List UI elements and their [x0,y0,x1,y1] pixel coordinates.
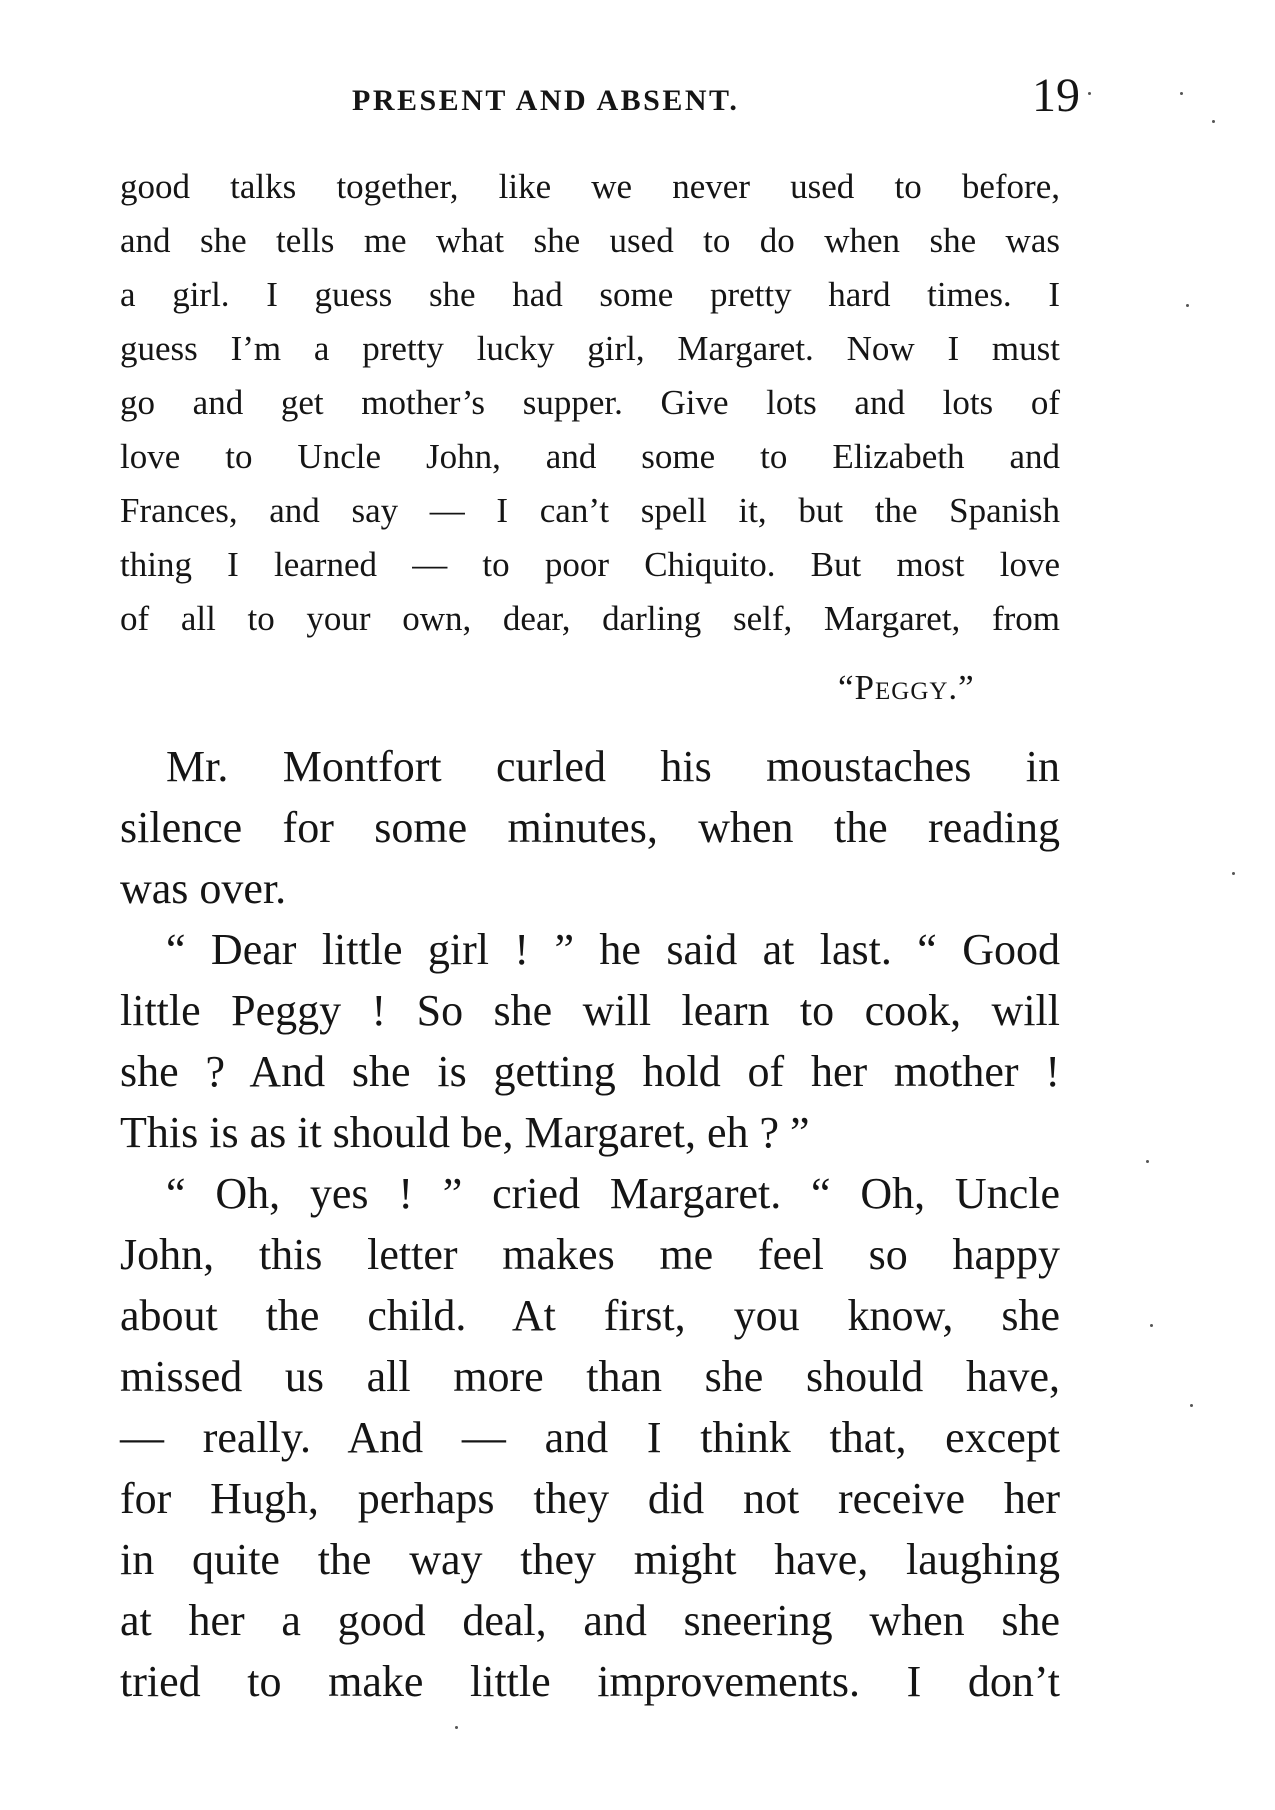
speck [1150,1324,1153,1327]
page-header [120,68,1080,128]
paragraph-line: tried to make little improvements. I don’t [120,1657,1060,1706]
speck [1088,92,1091,95]
body-text [120,736,1060,1712]
paragraph-line: at her a good deal, and sneering when she [120,1596,1060,1645]
speck [1212,120,1215,123]
speck [455,1726,458,1729]
paragraph-line: in quite the way they might have, laughing [120,1535,1060,1584]
paragraph-line: about the child. At first, you know, she [120,1291,1060,1340]
letter-line: good talks together, like we never used to before, [120,167,1060,206]
letter-line: and she tells me what she used to do when she was [120,221,1060,260]
paragraph-line: John, this letter makes me feel so happy [120,1230,1060,1279]
paragraph-line: she ? And she is getting hold of her mother ! [120,1047,1060,1096]
letter-text [120,160,1060,646]
paragraph-line: for Hugh, perhaps they did not receive her [120,1474,1060,1523]
letter-line: thing I learned — to poor Chiquito. But most love [120,545,1060,584]
page-number: 19 [1032,69,1080,122]
running-title: PRESENT AND ABSENT. [352,84,740,117]
paragraph-line: little Peggy ! So she will learn to cook, will [120,986,1060,1035]
speck [1180,92,1183,95]
paragraph-line: silence for some minutes, when the reading [120,803,1060,852]
paragraph-line: — really. And — and I think that, except [120,1413,1060,1462]
paragraph-line: Mr. Montfort curled his moustaches in [166,742,1060,791]
paragraph-line: “ Dear little girl ! ” he said at last. “ Good [166,925,1060,974]
letter-line: guess I’m a pretty lucky girl, Margaret. Now I must [120,329,1060,368]
speck [1232,872,1235,875]
letter-signature [838,668,975,708]
speck [1146,1160,1149,1163]
letter-line: love to Uncle John, and some to Elizabeth and [120,437,1060,476]
speck [1186,304,1189,307]
signature-text: “Peggy.” [838,668,975,707]
letter-line: a girl. I guess she had some pretty hard times. I [120,275,1060,314]
letter-line: of all to your own, dear, darling self, Margaret, from [120,599,1060,638]
paragraph-line: was over. [120,864,287,913]
paragraph-line: missed us all more than she should have, [120,1352,1060,1401]
speck [1190,1404,1193,1407]
paragraph-line: This is as it should be, Margaret, eh ? ” [120,1108,810,1157]
letter-line: Frances, and say — I can’t spell it, but the Spanish [120,491,1060,530]
letter-line: go and get mother’s supper. Give lots and lots of [120,383,1060,422]
paragraph-line: “ Oh, yes ! ” cried Margaret. “ Oh, Uncle [166,1169,1060,1218]
